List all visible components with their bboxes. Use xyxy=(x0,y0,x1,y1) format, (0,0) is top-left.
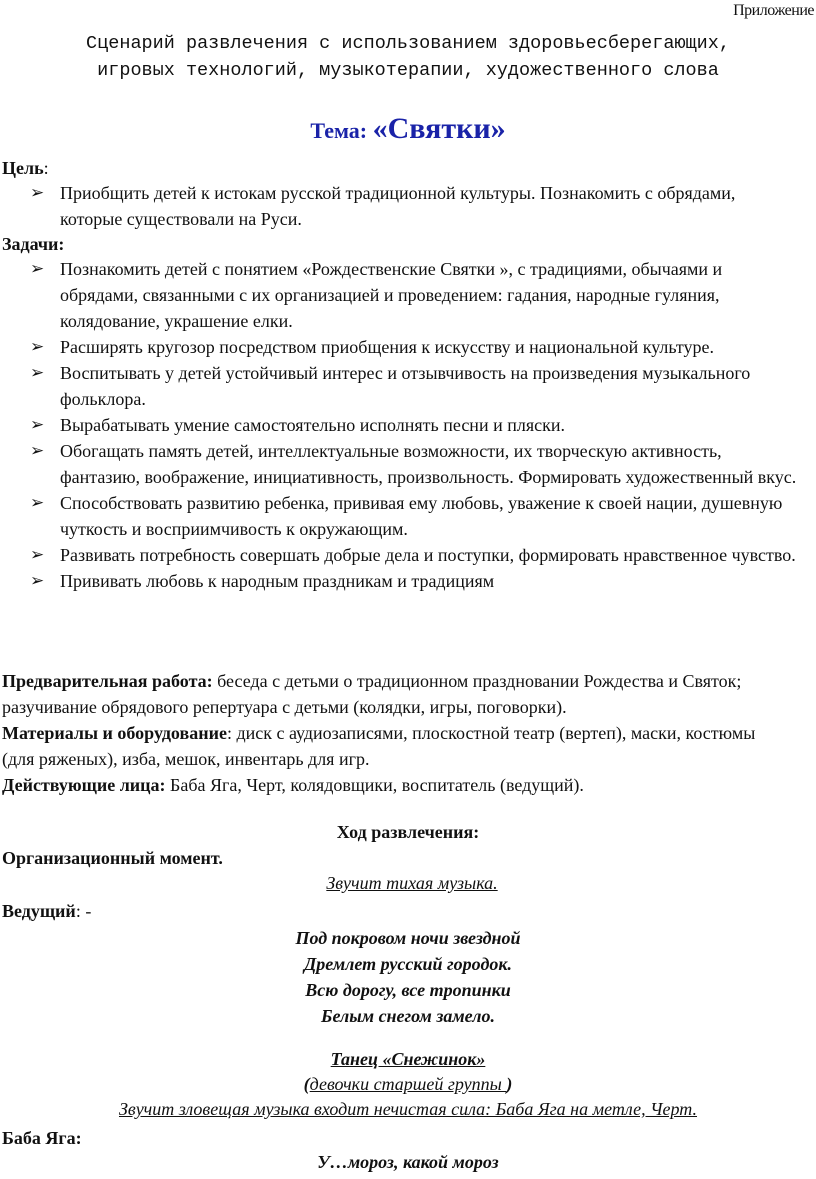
course-heading: Ход развлечения: xyxy=(336,822,480,842)
poem-block xyxy=(0,925,816,1029)
arrow-bullet-icon: ➢ xyxy=(30,493,45,513)
characters-paragraph: Действующие лица: Баба Яга, Черт, колядовщики, воспитатель (ведущий). xyxy=(2,775,584,795)
task-item: ➢ Вырабатывать умение самостоятельно исполнять песни и пляски. xyxy=(0,412,800,438)
theme-label: Тема: xyxy=(310,118,373,143)
arrow-bullet-icon: ➢ xyxy=(30,571,45,591)
dance-subtitle: (девочки старшей группы ) xyxy=(303,1074,513,1094)
task-item: ➢ Развивать потребность совершать добрые дела и поступки, формировать нравственное чувство. xyxy=(0,542,800,568)
arrow-bullet-icon: ➢ xyxy=(30,337,45,357)
theme-value: «Святки» xyxy=(372,112,506,145)
task-item: ➢ Обогащать память детей, интеллектуальные возможности, их творческую активность, фантазию, воображение, инициативность, произвольность. Формировать художественный вкус. xyxy=(0,438,800,490)
task-item: ➢ Способствовать развитию ребенка, прививая ему любовь, уважение к своей нации, душевную чуткость и восприимчивость к окружающим. xyxy=(0,490,800,542)
arrow-bullet-icon: ➢ xyxy=(30,415,45,435)
arrow-bullet-icon: ➢ xyxy=(30,363,45,383)
poem-line: Всю дорогу, все тропинки xyxy=(305,980,511,1000)
appendix-label: Приложение xyxy=(733,2,814,19)
goal-label: Цель xyxy=(2,158,44,178)
poem-line: Дремлет русский городок. xyxy=(304,954,512,974)
evil-music-note: Звучит зловещая музыка входит нечистая сила: Баба Яга на метле, Черт. xyxy=(118,1099,698,1119)
org-moment-heading: Организационный момент. xyxy=(2,848,223,868)
task-item: ➢ Расширять кругозор посредством приобщения к искусству и национальной культуре. xyxy=(0,334,800,360)
prep-paragraph: Предварительная работа: беседа с детьми о традиционном праздновании Рождества и Святок; разучивание обрядового репертуара с детьми (колядки, игры, поговорки). xyxy=(2,671,742,717)
poem-line: Под покровом ночи звездной xyxy=(295,928,521,948)
theme-heading xyxy=(0,112,816,146)
arrow-bullet-icon: ➢ xyxy=(30,183,45,203)
baba-yaga-line: У…мороз, какой мороз xyxy=(317,1152,499,1172)
goal-heading: Цель: xyxy=(2,158,49,178)
poem-line: Белым снегом замело. xyxy=(321,1006,495,1026)
doc-title-line-2: игровых технологий, музыкотерапии, художественного слова xyxy=(97,60,719,81)
tasks-heading: Задачи: xyxy=(2,234,65,254)
tasks-list xyxy=(0,256,800,594)
task-item: ➢ Познакомить детей с понятием «Рождественские Святки », с традициями, обычаями и обрядами, связанными с их организацией и проведением: гадания, народные гуляния, колядование, украшение елки. xyxy=(0,256,800,334)
arrow-bullet-icon: ➢ xyxy=(30,545,45,565)
materials-paragraph: Материалы и оборудование: диск с аудиозаписями, плоскостной театр (вертеп), маски, костюмы (для ряженых), изба, мешок, инвентарь для игр. xyxy=(2,723,756,769)
arrow-bullet-icon: ➢ xyxy=(30,259,45,279)
host-line: Ведущий: - xyxy=(2,901,92,921)
arrow-bullet-icon: ➢ xyxy=(30,441,45,461)
dance-title: Танец «Снежинок» xyxy=(330,1049,486,1069)
goal-list xyxy=(0,180,800,232)
task-item: ➢ Прививать любовь к народным праздникам и традициям xyxy=(0,568,800,594)
music-note: Звучит тихая музыка. xyxy=(326,873,498,893)
doc-title-line-1: Сценарий развлечения с использованием здоровьесберегающих, xyxy=(86,33,730,54)
baba-yaga-label: Баба Яга: xyxy=(2,1128,82,1148)
task-item: ➢ Воспитывать у детей устойчивый интерес и отзывчивость на произведения музыкального фольклора. xyxy=(0,360,800,412)
goal-item: ➢ Приобщить детей к истокам русской традиционной культуры. Познакомить с обрядами, которые существовали на Руси. xyxy=(0,180,800,232)
